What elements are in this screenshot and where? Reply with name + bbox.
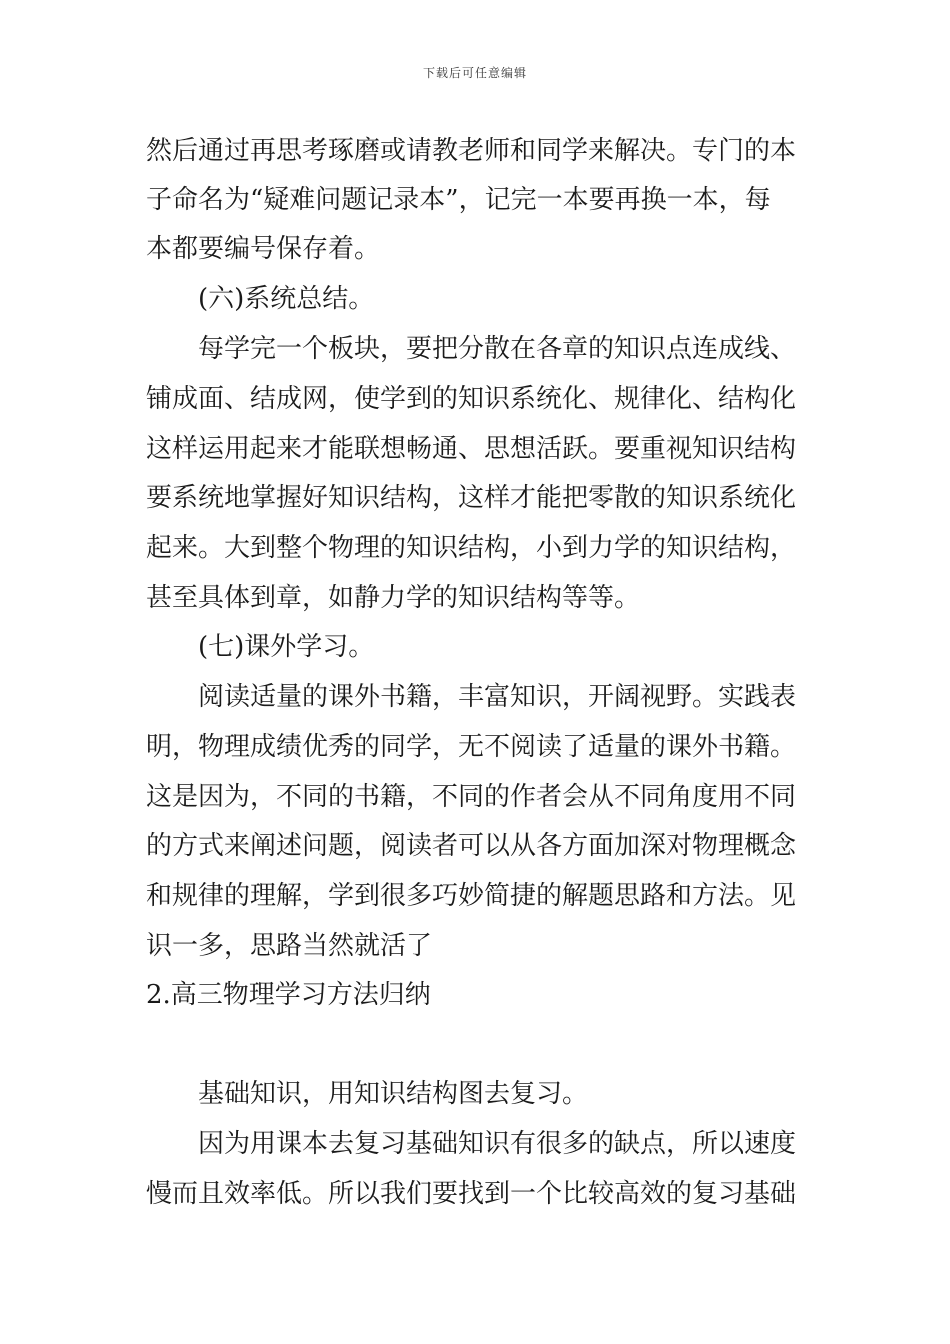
section-heading: (六)系统总结。 [198, 284, 375, 314]
paragraph-line: 甚至具体到章，如静力学的知识结构等等。 [146, 583, 641, 613]
paragraph-line: 铺成面、结成网，使学到的知识系统化、规律化、结构化 [146, 384, 797, 414]
page-header: 下载后可任意编辑 [422, 66, 527, 80]
section-title: 2.高三物理学习方法归纳 [146, 980, 431, 1010]
paragraph-line: 基础知识，用知识结构图去复习。 [198, 1079, 589, 1109]
paragraph-line: 因为用课本去复习基础知识有很多的缺点，所以速度 [198, 1129, 797, 1159]
paragraph-line: 明，物理成绩优秀的同学，无不阅读了适量的课外书籍。 [146, 732, 797, 762]
paragraph-line: 慢而且效率低。所以我们要找到一个比较高效的复习基础 [146, 1179, 797, 1209]
paragraph-line: 然后通过再思考琢磨或请教老师和同学来解决。专门的本 [146, 136, 797, 166]
paragraph-line: 起来。大到整个物理的知识结构，小到力学的知识结构， [146, 533, 797, 563]
paragraph-line: 这是因为，不同的书籍，不同的作者会从不同角度用不同 [146, 782, 797, 812]
paragraph-line: 这样运用起来才能联想畅通、思想活跃。要重视知识结构 [146, 434, 797, 464]
paragraph-line: 和规律的理解，学到很多巧妙简捷的解题思路和方法。见 [146, 881, 797, 911]
paragraph-line: 的方式来阐述问题，阅读者可以从各方面加深对物理概念 [146, 831, 797, 861]
paragraph-line: 识一多，思路当然就活了 [146, 931, 433, 961]
paragraph-line: 要系统地掌握好知识结构，这样才能把零散的知识系统化 [146, 483, 797, 513]
paragraph-line: 子命名为“疑难问题记录本”，记完一本要再换一本，每 [146, 185, 771, 215]
paragraph-line: 本都要编号保存着。 [146, 234, 381, 264]
section-heading: (七)课外学习。 [198, 632, 375, 662]
paragraph-line: 阅读适量的课外书籍，丰富知识，开阔视野。实践表 [198, 682, 797, 712]
paragraph-line: 每学完一个板块，要把分散在各章的知识点连成线、 [198, 334, 797, 364]
